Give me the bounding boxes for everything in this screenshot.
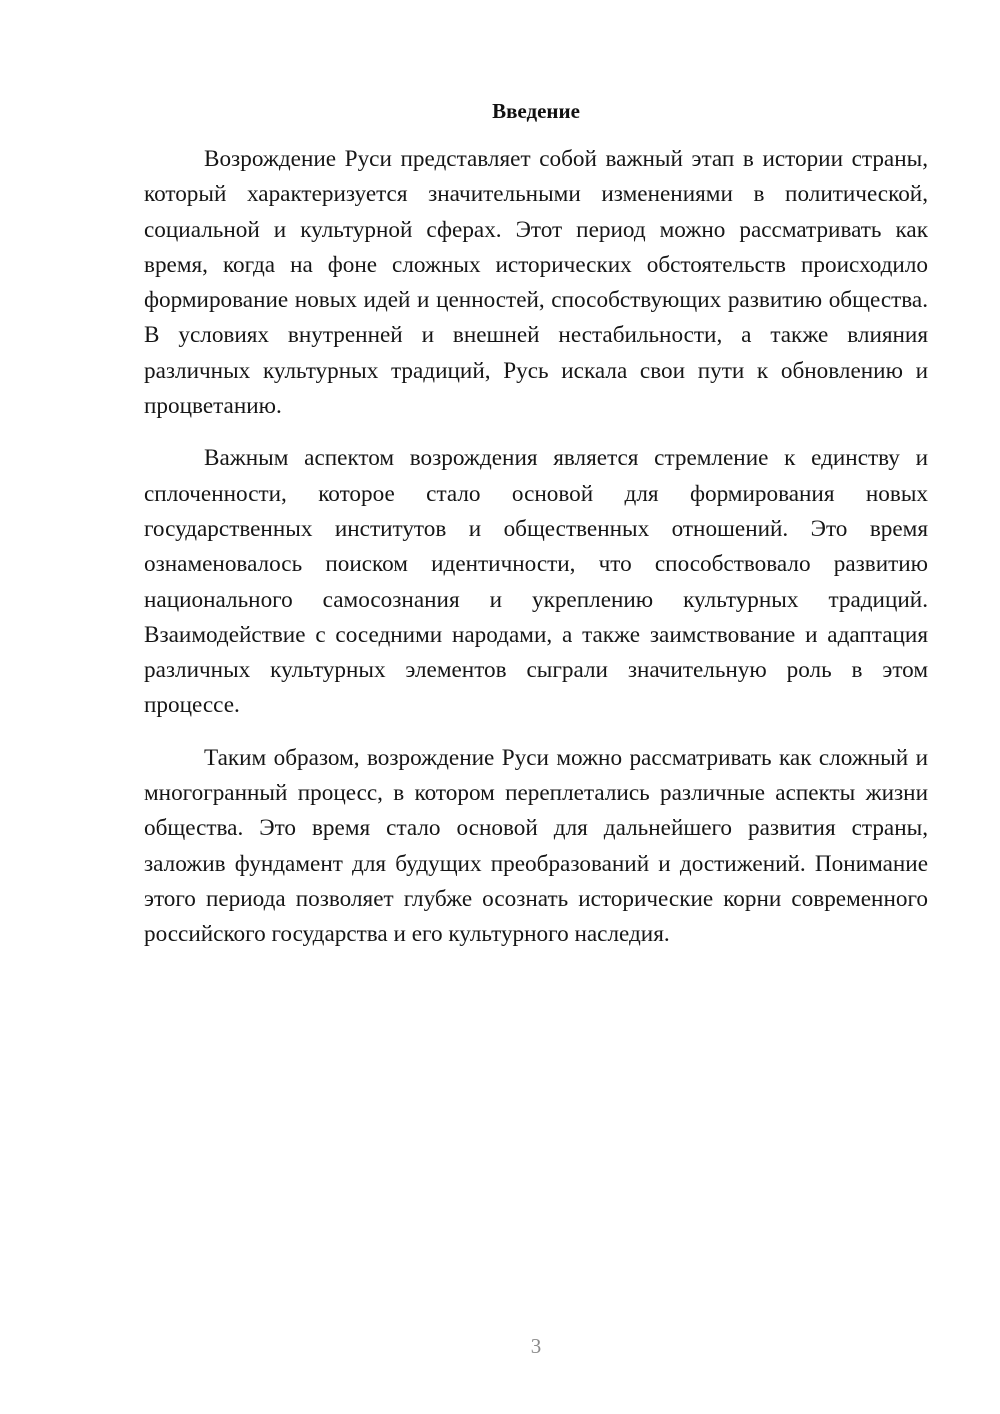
- paragraph-2: Важным аспектом возрождения является стремление к единству и сплоченности, которое стало основой для формирования новых государственных институтов и общественных отношений. Это время ознаменовалось поиском идентичности, что способствовало развитию национального самосознания и укреплению культурных традиций. Взаимодействие с соседними народами, а также заимствование и адаптация различных культурных элементов сыграли значительную роль в этом процессе.: [144, 445, 928, 719]
- paragraph-1: Возрождение Руси представляет собой важный этап в истории страны, который характеризуется значительными изменениями в политической, социальной и культурной сферах. Этот период можно рассматривать как время, когда на фоне сложных исторических обстоятельств происходило формирование новых идей и ценностей, способствующих развитию общества. В условиях внутренней и внешней нестабильности, а также влияния различных культурных традиций, Русь искала свои пути к обновлению и процветанию.: [144, 146, 928, 420]
- paragraph-3: Таким образом, возрождение Руси можно рассматривать как сложный и многогранный процесс, в котором переплетались различные аспекты жизни общества. Это время стало основой для дальнейшего развития страны, заложив фундамент для будущих преобразований и достижений. Понимание этого периода позволяет глубже осознать исторические корни современного российского государства и его культурного наследия.: [144, 744, 928, 948]
- document-body: [144, 142, 928, 953]
- page-title: Введение: [492, 99, 580, 123]
- page-number: 3: [530, 1334, 542, 1358]
